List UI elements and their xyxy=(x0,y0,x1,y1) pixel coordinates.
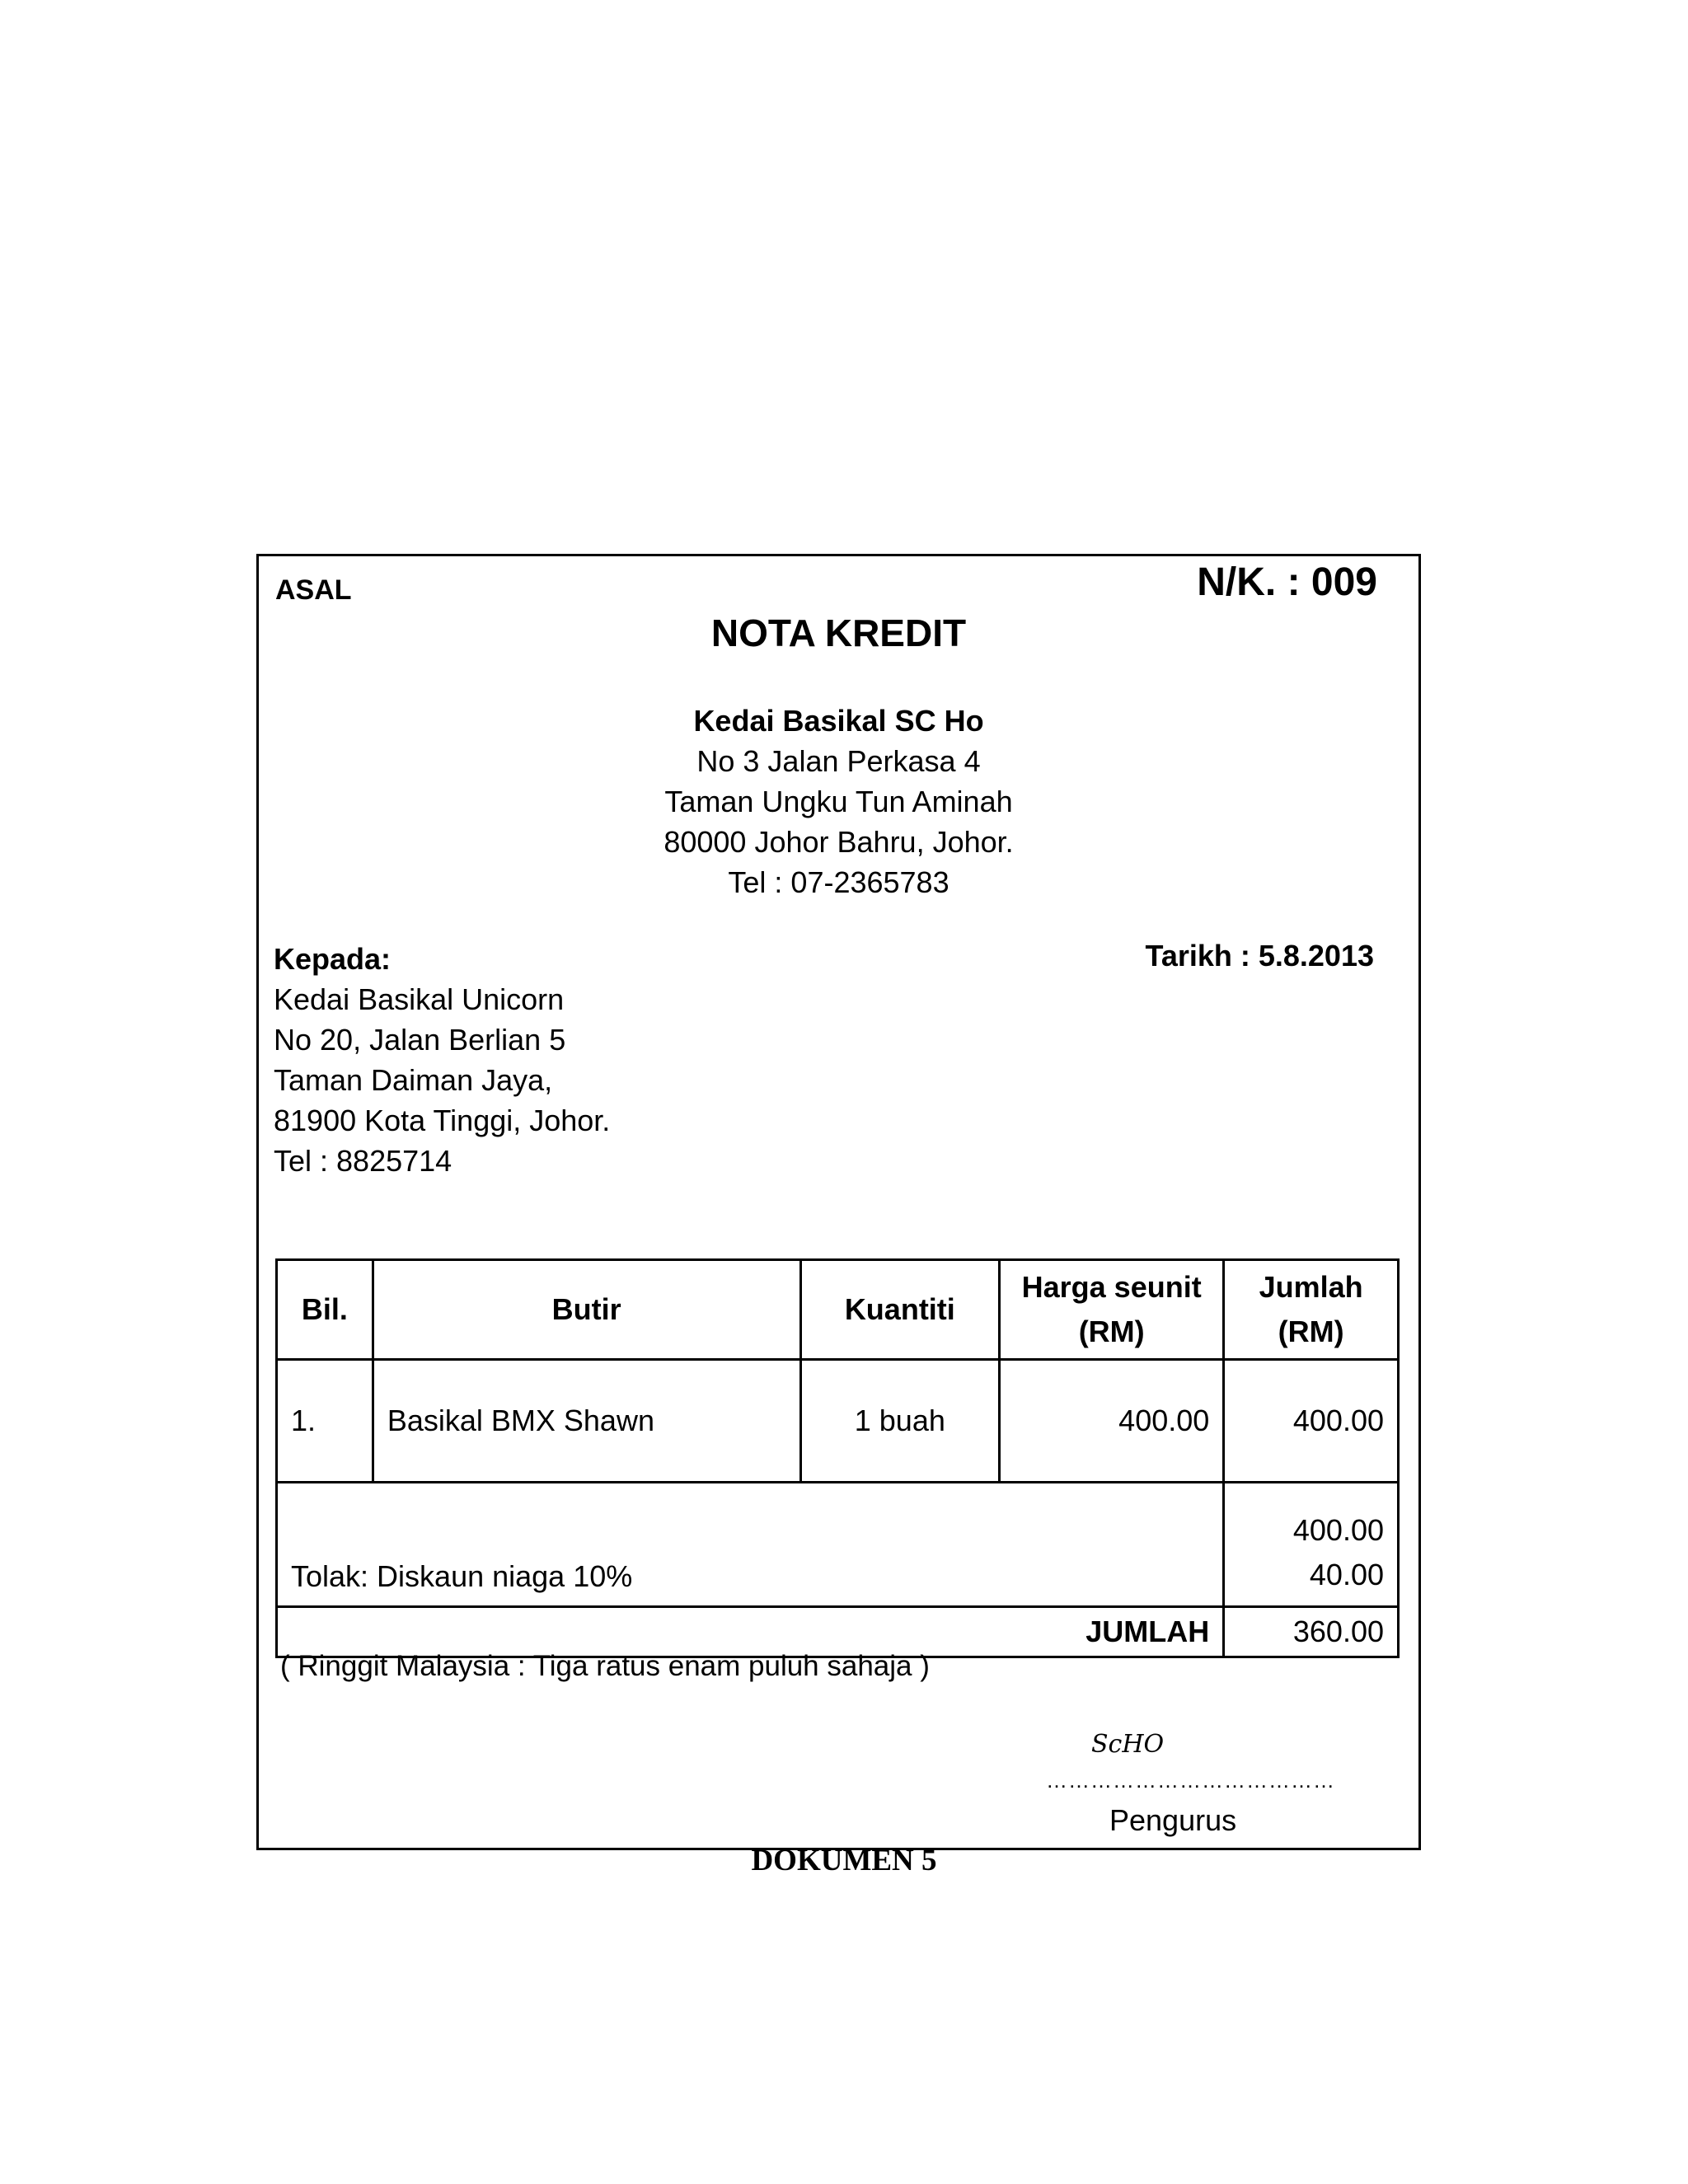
document-title: NOTA KREDIT xyxy=(710,612,967,654)
amount-in-words: ( Ringgit Malaysia : Tiga ratus enam puluh sahaja ) xyxy=(280,1650,930,1682)
header-harga-line2: (RM) xyxy=(1078,1315,1145,1348)
header-kuantiti: Kuantiti xyxy=(800,1260,1000,1360)
subtotal-discount-cell xyxy=(1224,1483,1399,1607)
total-amount: 360.00 xyxy=(1224,1607,1399,1657)
recipient-phone: Tel : 8825714 xyxy=(274,1144,452,1178)
recipient-name: Kedai Basikal Unicorn xyxy=(274,982,565,1016)
header-harga xyxy=(1000,1260,1224,1360)
subtotal-amount: 400.00 xyxy=(1292,1513,1384,1547)
signature-line: ………………………………… xyxy=(1046,1768,1335,1793)
discount-amount: 40.00 xyxy=(1309,1558,1384,1591)
discount-label: Tolak: Diskaun niaga 10% xyxy=(277,1483,1224,1607)
recipient-address-line: 81900 Kota Tinggi, Johor. xyxy=(274,1104,611,1137)
item-butir: Basikal BMX Shawn xyxy=(373,1360,800,1483)
header-harga-line1: Harga seunit xyxy=(1021,1270,1202,1304)
signature: ScHO xyxy=(1091,1730,1165,1759)
items-table xyxy=(275,1258,1400,1658)
sender-block xyxy=(259,701,1418,902)
sender-address-line: No 3 Jalan Perkasa 4 xyxy=(696,744,981,778)
sender-phone: Tel : 07-2365783 xyxy=(728,865,950,899)
sender-name: Kedai Basikal SC Ho xyxy=(693,704,984,738)
discount-row xyxy=(277,1483,1399,1607)
item-bil: 1. xyxy=(277,1360,373,1483)
copy-label: ASAL xyxy=(275,574,352,606)
recipient-address-line: Taman Daiman Jaya, xyxy=(274,1063,553,1097)
recipient-address-line: No 20, Jalan Berlian 5 xyxy=(274,1023,566,1057)
recipient-block xyxy=(274,939,610,1181)
header-bil: Bil. xyxy=(277,1260,373,1360)
item-kuantiti: 1 buah xyxy=(800,1360,1000,1483)
recipient-label: Kepada: xyxy=(274,942,392,976)
document-caption: DOKUMEN 5 xyxy=(751,1844,937,1877)
total-label: JUMLAH xyxy=(277,1607,1224,1657)
item-harga: 400.00 xyxy=(1000,1360,1224,1483)
header-jumlah-line2: (RM) xyxy=(1278,1315,1344,1348)
item-jumlah: 400.00 xyxy=(1224,1360,1399,1483)
note-number: N/K. : 009 xyxy=(1197,560,1377,604)
header-jumlah-line1: Jumlah xyxy=(1259,1270,1363,1304)
sender-address-line: 80000 Johor Bahru, Johor. xyxy=(663,825,1014,859)
sender-address-line: Taman Ungku Tun Aminah xyxy=(664,785,1013,818)
credit-note xyxy=(256,554,1421,1850)
table-header-row xyxy=(277,1260,1399,1360)
header-jumlah xyxy=(1224,1260,1399,1360)
date: Tarikh : 5.8.2013 xyxy=(1145,939,1374,972)
header-butir: Butir xyxy=(373,1260,800,1360)
table-row xyxy=(277,1360,1399,1483)
signatory-role: Pengurus xyxy=(1109,1803,1237,1837)
